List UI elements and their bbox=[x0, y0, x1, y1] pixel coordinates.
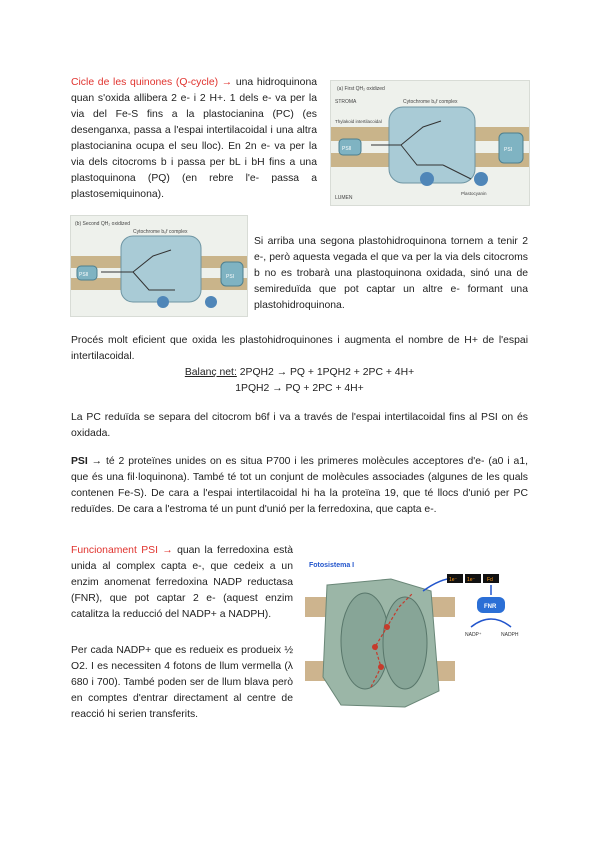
q-cycle-paragraph bbox=[71, 75, 317, 203]
fnr-label: FNR bbox=[484, 604, 497, 610]
net-balance-label: Balanç net: bbox=[184, 367, 237, 378]
fig2-psi-label: PSI bbox=[226, 274, 235, 280]
fig1-stroma-label: STROMA bbox=[335, 99, 357, 105]
nadp-paragraph: Per cada NADP+ que es redueix es produeix ½ O2. I es necessiten 4 fotons de llum vermella (λ 680 i 700). També poden ser de llum blava però en comptes d'entrar directament al centre de reacció hi serien transferits. bbox=[71, 645, 293, 720]
fig1-title: (a) First QH₂ oxidized bbox=[337, 86, 385, 92]
efficiency-paragraph: Procés molt eficient que oxida les plastohidroquinones i augmenta el nombre de H+ de l'espai intertilacoidal. bbox=[71, 335, 528, 362]
cytochrome-b6f-diagram-1 bbox=[331, 81, 529, 205]
cytochrome-b6f-diagram-2 bbox=[71, 216, 247, 316]
psi-label: PSI bbox=[71, 456, 88, 467]
psi-function-paragraph bbox=[71, 543, 293, 623]
fig1-space-label: Thylakoid intertilacoidal bbox=[335, 119, 382, 124]
nadp-label: NADP⁺ bbox=[465, 632, 482, 638]
psi-function-body: quan la ferredoxina està unida al complex capta e-, que cedeix a un enzim anomenat ferredoxina NADP reductasa (FNR), que pot captar 2 e- (aquest enzim catalitza la reducció del NADP+ a NADPH). bbox=[71, 545, 293, 620]
fig2-title: (b) Second QH₂ oxidized bbox=[75, 221, 131, 227]
fig2-complex-label: Cytochrome b₆f complex bbox=[133, 229, 188, 235]
q-cycle-body: una hidroquinona quan s'oxida allibera 2 e- i 2 H+. 1 dels e- va per la via del Fe-S fins a la plastocianina (PC) (es desenganxa, passa a l'espai intertilacoidal i una altra plastocianina ocupa el seu lloc). En 2n e- va per la via dels citocroms b i passa per bL i bH fins a una plastoquinona (PQ) (en rebre l'e- passa a plastosemiquinona). bbox=[71, 77, 318, 200]
fig1-psi-label: PSI bbox=[504, 147, 513, 153]
fig2-psii-label: PSII bbox=[79, 272, 89, 278]
psi-function-title: Funcionament PSI → bbox=[71, 545, 173, 556]
photosystem-i-diagram bbox=[305, 557, 528, 723]
fig1-psii-label: PSII bbox=[342, 146, 352, 152]
fd-label-3: Fd bbox=[487, 577, 493, 583]
fig1-lumen-label: LUMEN bbox=[335, 195, 353, 201]
net-balance-equation-1: 2PQH2 → PQ + 1PQH2 + 2PC + 4H+ bbox=[236, 367, 415, 378]
psi-paragraph bbox=[71, 454, 528, 518]
fd-label-2: 1e⁻ bbox=[467, 577, 476, 583]
photosystem-i-figure bbox=[305, 557, 528, 723]
nadph-label: NADPH bbox=[501, 632, 519, 638]
q-cycle-title: Cicle de les quinones (Q-cycle) → bbox=[71, 77, 233, 88]
q-cycle-figure-1 bbox=[330, 80, 530, 206]
pc-paragraph: La PC reduïda se separa del citocrom b6f i va a través de l'espai intertilacoidal fins al PSI on és oxidada. bbox=[71, 412, 528, 439]
net-balance-equation-2: 1PQH2 → PQ + 2PC + 4H+ bbox=[235, 383, 364, 394]
q-cycle-figure-2 bbox=[70, 215, 248, 317]
fd-label-1: 1e⁻ bbox=[449, 577, 458, 583]
psi-body: → té 2 proteïnes unides on es situa P700 i les primeres molècules acceptores d'e- (a0 i a1, que és una fil·loquinona). També té tot un conjunt de molècules associades (algunes de les quals contenen Fe-S). De cara a l'espai intertilacoidal hi ha la proteïna 19, que té llocs d'unió per PC reduïdes. De cara a l'estroma té un punt d'unió per la ferredoxina, que capta e-. bbox=[71, 456, 528, 515]
fig1-pc-label: Plastocyanin bbox=[461, 191, 487, 196]
second-plastohydroquinone-paragraph: Si arriba una segona plastohidroquinona tornem a tenir 2 e-, però aquesta vegada el que va per la via dels citocroms b no es trobarà una plastoquinona oxidada, sinó una de semireduïda que pot captar un altre e- formant una plastohidroquinona. bbox=[254, 236, 528, 311]
net-balance-line-1 bbox=[71, 365, 528, 381]
fig1-complex-label: Cytochrome b₆f complex bbox=[403, 99, 458, 105]
fig3-title: Fotosistema I bbox=[309, 562, 355, 569]
